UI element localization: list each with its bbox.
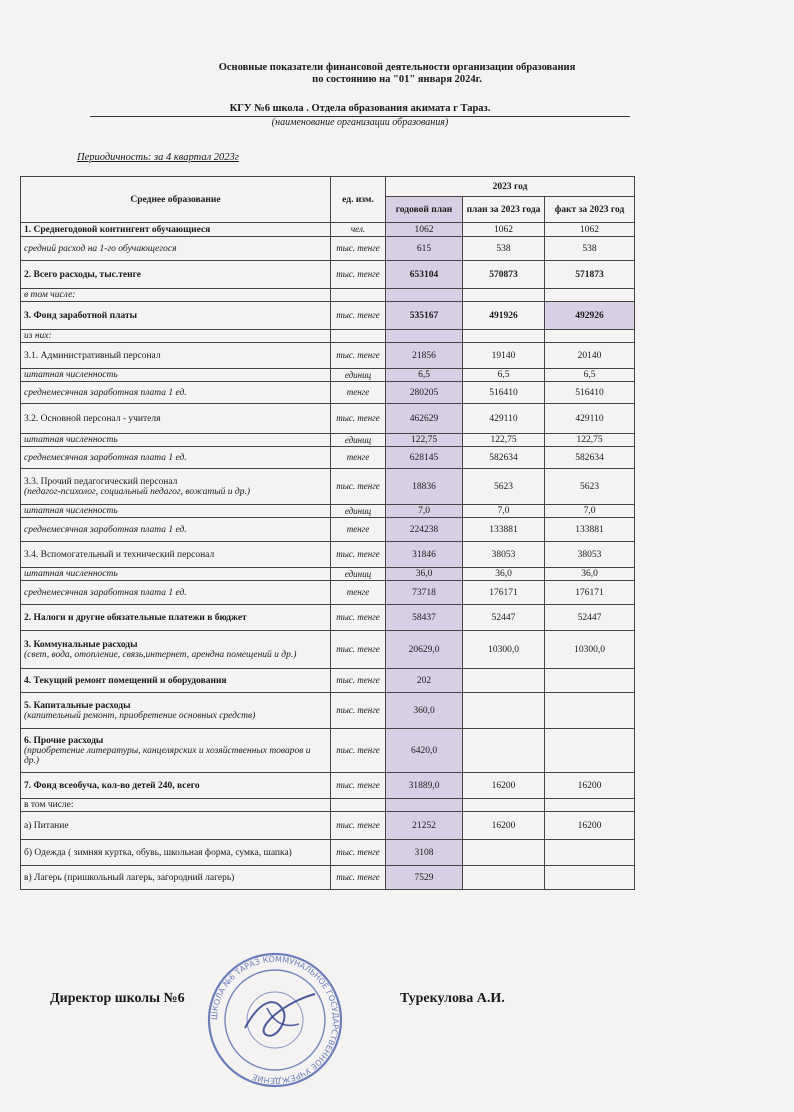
director-title: Директор школы №6 [50,991,185,1006]
row-annual-plan: 73718 [386,581,463,605]
row-unit: тыс. тенге [331,693,386,729]
row-name: 3.4. Вспомогательный и технический персонал [24,549,215,560]
row-annual-plan: 31846 [386,542,463,568]
row-fact-2023: 10300,0 [545,631,635,669]
row-unit: тенге [331,581,386,605]
row-name-cell [21,840,331,866]
row-plan-2023 [463,866,545,890]
row-fact-2023: 122,75 [545,434,635,447]
row-unit: тыс. тенге [331,404,386,434]
row-fact-2023: 571873 [545,261,635,289]
row-name: а) Питание [24,820,69,831]
row-plan-2023: 1062 [463,223,545,237]
table-row [21,581,635,605]
row-annual-plan: 58437 [386,605,463,631]
row-name: средний расход на 1-го обучающегося [24,243,177,254]
row-name-cell [21,812,331,840]
row-name-cell [21,237,331,261]
row-fact-2023: 5623 [545,469,635,505]
table-row [21,866,635,890]
row-name-detail: (свет, вода, отопление, связь,интернет, арендна помещений и др.) [24,649,297,660]
row-plan-2023: 16200 [463,812,545,840]
table-row [21,404,635,434]
row-fact-2023: 429110 [545,404,635,434]
financial-indicators-table [20,176,635,890]
row-plan-2023: 36,0 [463,568,545,581]
row-name-cell [21,799,331,812]
row-annual-plan: 7529 [386,866,463,890]
row-fact-2023: 36,0 [545,568,635,581]
director-name: Турекулова А.И. [400,991,505,1006]
row-plan-2023 [463,289,545,302]
row-plan-2023: 582634 [463,447,545,469]
row-plan-2023: 7,0 [463,505,545,518]
row-name-detail: (приобретение литературы, канцелярских и хозяйственных товаров и др.) [24,745,311,766]
row-plan-2023 [463,669,545,693]
table-row [21,330,635,343]
row-annual-plan: 122,75 [386,434,463,447]
row-annual-plan: 20629,0 [386,631,463,669]
row-name-cell [21,542,331,568]
row-name: 4. Текущий ремонт помещений и оборудования [24,675,227,686]
row-annual-plan: 280205 [386,382,463,404]
row-unit [331,289,386,302]
table-row [21,505,635,518]
table-row [21,669,635,693]
row-annual-plan: 202 [386,669,463,693]
row-unit: тыс. тенге [331,605,386,631]
row-plan-2023: 176171 [463,581,545,605]
row-annual-plan: 653104 [386,261,463,289]
row-name: штатная численность [24,569,118,579]
row-annual-plan [386,330,463,343]
row-annual-plan: 31889,0 [386,773,463,799]
header-annual-plan: годовой план [386,197,463,223]
period-label: Периодичность: за 4 квартал 2023г [77,152,239,163]
row-name: 6. Прочие расходы [24,735,104,746]
row-name-cell [21,302,331,330]
row-name: 5. Капитальные расходы [24,700,131,711]
table-row [21,518,635,542]
row-name: 1. Среднегодовой контингент обучающиеся [24,224,211,235]
row-unit: тыс. тенге [331,237,386,261]
row-unit: единиц [331,505,386,518]
row-name: б) Одежда ( зимняя куртка, обувь, школьная форма, сумка, шапка) [24,847,292,858]
row-annual-plan: 36,0 [386,568,463,581]
row-annual-plan [386,799,463,812]
table-row [21,812,635,840]
table-row [21,434,635,447]
row-plan-2023 [463,799,545,812]
row-unit: тыс. тенге [331,631,386,669]
row-annual-plan: 18836 [386,469,463,505]
document-title-line1: Основные показатели финансовой деятельности организации образования [218,62,576,73]
table-row [21,289,635,302]
row-name: штатная численность [24,370,118,380]
row-unit: тенге [331,447,386,469]
row-plan-2023: 429110 [463,404,545,434]
row-name-cell [21,693,331,729]
row-unit: тыс. тенге [331,812,386,840]
row-fact-2023: 1062 [545,223,635,237]
row-name: штатная численность [24,435,118,445]
row-name: 2. Всего расходы, тыс.тенге [24,269,141,280]
row-name: 3. Коммунальные расходы [24,639,138,650]
row-annual-plan: 462629 [386,404,463,434]
row-unit: чел. [331,223,386,237]
row-fact-2023 [545,729,635,773]
row-name: 3. Фонд заработной платы [24,310,138,321]
row-fact-2023: 133881 [545,518,635,542]
row-fact-2023: 538 [545,237,635,261]
row-fact-2023: 6,5 [545,369,635,382]
row-fact-2023: 38053 [545,542,635,568]
table-row [21,261,635,289]
row-annual-plan: 21856 [386,343,463,369]
row-plan-2023: 570873 [463,261,545,289]
row-annual-plan: 1062 [386,223,463,237]
row-name-detail: (педагог-психолог, социальный педагог, вожатый и др.) [24,486,250,497]
row-plan-2023: 19140 [463,343,545,369]
row-plan-2023 [463,693,545,729]
row-unit: тыс. тенге [331,302,386,330]
table-row [21,223,635,237]
organization-caption: (наименование организации образования) [271,117,449,128]
row-name-cell [21,866,331,890]
row-unit: тыс. тенге [331,840,386,866]
row-fact-2023: 492926 [545,302,635,330]
row-name-cell [21,631,331,669]
row-name-cell [21,605,331,631]
row-annual-plan [386,289,463,302]
row-fact-2023 [545,669,635,693]
row-plan-2023: 16200 [463,773,545,799]
row-name: в) Лагерь (пришкольный лагерь, загородний лагерь) [24,872,235,883]
table-row [21,773,635,799]
organization-name: КГУ №6 школа . Отдела образования акимата г Тараз. [229,103,491,114]
row-unit: тыс. тенге [331,542,386,568]
table-row [21,469,635,505]
row-name: 2. Налоги и другие обязательные платежи в бюджет [24,612,247,623]
row-plan-2023: 491926 [463,302,545,330]
header-fact-2023: факт за 2023 год [545,197,635,223]
row-unit: единиц [331,434,386,447]
row-name-cell [21,669,331,693]
row-unit: тенге [331,518,386,542]
document-title-line2: по состоянию на "01" января 2024г. [312,74,482,85]
row-name-cell [21,343,331,369]
row-unit: тыс. тенге [331,669,386,693]
official-seal-stamp [205,950,345,1090]
row-annual-plan: 6,5 [386,369,463,382]
row-name-cell [21,404,331,434]
row-name-cell [21,729,331,773]
row-fact-2023 [545,289,635,302]
table-row [21,568,635,581]
row-name: среднемесячная заработная плата 1 ед. [24,524,187,535]
table-row [21,840,635,866]
row-fact-2023 [545,693,635,729]
row-plan-2023: 52447 [463,605,545,631]
row-fact-2023: 176171 [545,581,635,605]
row-name-cell [21,568,331,581]
row-name: 3.3. Прочий педагогический персонал [24,476,178,487]
row-plan-2023: 38053 [463,542,545,568]
row-name-cell [21,518,331,542]
header-unit: ед. изм. [331,177,386,223]
row-annual-plan: 6420,0 [386,729,463,773]
row-name: 3.1. Административный персонал [24,350,161,361]
row-name: среднемесячная заработная плата 1 ед. [24,452,187,463]
row-fact-2023: 20140 [545,343,635,369]
row-name: 3.2. Основной персонал - учителя [24,413,161,424]
row-name: из них: [24,331,52,341]
row-plan-2023: 538 [463,237,545,261]
row-name-cell [21,261,331,289]
row-name: штатная численность [24,506,118,516]
row-plan-2023: 10300,0 [463,631,545,669]
row-fact-2023 [545,799,635,812]
row-fact-2023 [545,330,635,343]
row-name-cell [21,382,331,404]
row-fact-2023: 7,0 [545,505,635,518]
table-row [21,631,635,669]
row-fact-2023: 582634 [545,447,635,469]
header-plan-2023: план за 2023 года [463,197,545,223]
table-row [21,693,635,729]
table-row [21,343,635,369]
row-unit: тыс. тенге [331,729,386,773]
row-name-cell [21,369,331,382]
row-unit: тыс. тенге [331,343,386,369]
row-unit: тыс. тенге [331,469,386,505]
row-fact-2023: 516410 [545,382,635,404]
row-unit [331,799,386,812]
row-annual-plan: 535167 [386,302,463,330]
row-name-cell [21,223,331,237]
row-annual-plan: 21252 [386,812,463,840]
table-row [21,542,635,568]
row-plan-2023: 6,5 [463,369,545,382]
row-unit: единиц [331,369,386,382]
row-annual-plan: 360,0 [386,693,463,729]
row-name: в том числе: [24,800,74,810]
row-unit: тыс. тенге [331,261,386,289]
row-plan-2023: 516410 [463,382,545,404]
row-fact-2023 [545,866,635,890]
row-plan-2023 [463,729,545,773]
table-row [21,729,635,773]
row-name: в том числе: [24,290,76,300]
row-name-cell [21,581,331,605]
row-annual-plan: 224238 [386,518,463,542]
row-annual-plan: 7,0 [386,505,463,518]
row-plan-2023 [463,840,545,866]
row-fact-2023: 16200 [545,812,635,840]
row-fact-2023: 16200 [545,773,635,799]
row-name-cell [21,434,331,447]
table-row [21,799,635,812]
row-unit: тыс. тенге [331,866,386,890]
table-row [21,605,635,631]
row-plan-2023: 5623 [463,469,545,505]
row-annual-plan: 3108 [386,840,463,866]
row-name-cell [21,469,331,505]
table-row [21,369,635,382]
row-name-cell [21,447,331,469]
table-row [21,447,635,469]
row-name: среднемесячная заработная плата 1 ед. [24,387,187,398]
svg-text:ШКОЛА №6 ТАРАЗ КОММУНАЛЬНОЕ ГО: ШКОЛА №6 ТАРАЗ КОММУНАЛЬНОЕ ГОСУДАРСТВЕННОЕ УЧРЕЖДЕНИЕ [209,954,341,1086]
table-row [21,237,635,261]
row-unit: тыс. тенге [331,773,386,799]
row-unit [331,330,386,343]
header-year: 2023 год [386,177,635,197]
row-annual-plan: 615 [386,237,463,261]
row-unit: единиц [331,568,386,581]
table-body [21,223,635,890]
header-education: Среднее образование [21,177,331,223]
table-row [21,382,635,404]
table-row [21,302,635,330]
row-plan-2023 [463,330,545,343]
row-annual-plan: 628145 [386,447,463,469]
row-name-cell [21,330,331,343]
row-name-cell [21,505,331,518]
row-plan-2023: 122,75 [463,434,545,447]
row-name-cell [21,289,331,302]
row-fact-2023 [545,840,635,866]
row-unit: тенге [331,382,386,404]
row-name-cell [21,773,331,799]
row-name-detail: (капительный ремонт, приобретение основных средств) [24,710,256,721]
row-plan-2023: 133881 [463,518,545,542]
row-name: среднемесячная заработная плата 1 ед. [24,587,187,598]
row-name: 7. Фонд всеобуча, кол-во детей 240, всего [24,780,200,791]
row-fact-2023: 52447 [545,605,635,631]
